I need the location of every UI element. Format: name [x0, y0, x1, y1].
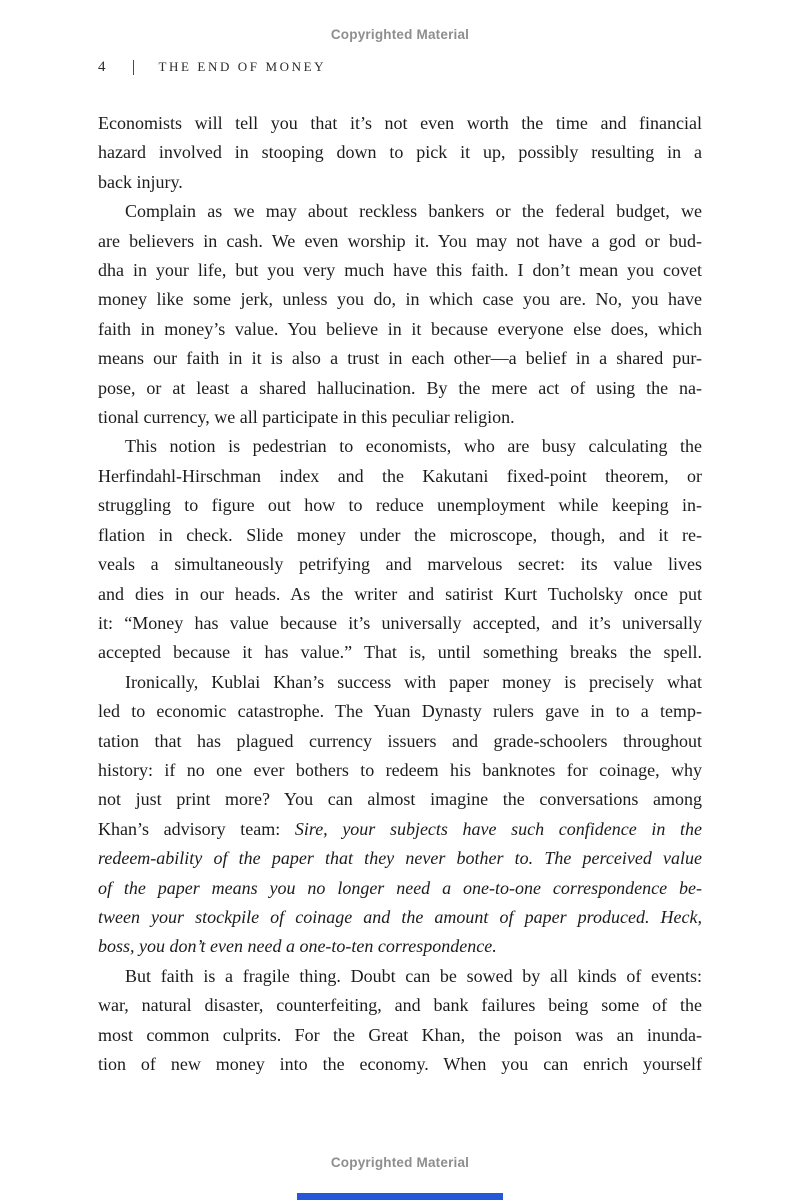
text-segment: pose, or at least a shared hallucination. By the mere act of using the na- — [98, 377, 702, 398]
text-line — [98, 844, 702, 873]
text-segment: back injury. — [98, 171, 183, 192]
text-segment: history: if no one ever bothers to redeem his banknotes for coinage, why — [98, 759, 702, 780]
paragraph — [98, 197, 702, 432]
text-segment: tional currency, we all participate in this peculiar religion. — [98, 407, 515, 428]
text-line — [98, 227, 702, 256]
text-segment: Ironically, Kublai Khan’s success with paper money is precisely what — [125, 671, 702, 692]
text-line — [98, 521, 702, 550]
text-segment: accepted because it has value.” That is, until something breaks the spell. — [98, 642, 702, 663]
text-line — [98, 580, 702, 609]
text-segment: flation in check. Slide money under the microscope, though, and it re- — [98, 524, 702, 545]
text-segment: means our faith in it is also a trust in each other—a belief in a shared pur- — [98, 348, 702, 369]
text-line — [98, 727, 702, 756]
text-segment: tion of new money into the economy. When you can enrich yourself — [98, 1054, 702, 1074]
text-segment: war, natural disaster, counterfeiting, and bank failures being some of the — [98, 995, 702, 1016]
text-segment: hazard involved in stooping down to pick it up, possibly resulting in a — [98, 142, 702, 163]
italic-text-segment: boss, you don’t even need a one-to-ten correspondence. — [98, 936, 497, 957]
running-title: THE END OF MONEY — [158, 59, 327, 74]
body-text — [98, 109, 702, 1079]
text-line — [98, 462, 702, 491]
text-line — [98, 1021, 702, 1050]
text-line — [98, 197, 702, 226]
text-line — [98, 432, 702, 461]
text-line — [98, 609, 702, 638]
page-number: 4 — [98, 59, 106, 75]
text-segment: struggling to figure out how to reduce unemployment while keeping in- — [98, 495, 702, 516]
text-line — [98, 874, 702, 903]
text-line — [98, 638, 702, 667]
text-segment: dha in your life, but you very much have this faith. I don’t mean you covet — [98, 260, 702, 281]
text-line — [98, 668, 702, 697]
text-segment: not just print more? You can almost imagine the conversations among — [98, 789, 702, 810]
page-progress-bar — [297, 1193, 503, 1200]
text-line — [98, 256, 702, 285]
text-line — [98, 138, 702, 167]
text-line — [98, 109, 702, 138]
paragraph — [98, 432, 702, 667]
text-line — [98, 344, 702, 373]
italic-text-segment: of the paper means you no longer need a one-to-one correspondence be- — [98, 877, 702, 898]
text-segment: most common culprits. For the Great Khan, the poison was an inunda- — [98, 1024, 702, 1045]
italic-text-segment: Sire, your subjects have such confidence in the — [294, 818, 703, 839]
text-segment: it: “Money has value because it’s universally accepted, and it’s universally — [98, 612, 702, 633]
text-line — [98, 285, 702, 314]
text-segment: are believers in cash. We even worship it. You may not have a god or bud- — [98, 230, 702, 251]
paragraph — [98, 962, 702, 1080]
header-divider — [133, 60, 134, 75]
paragraph — [98, 109, 702, 197]
text-line — [98, 962, 702, 991]
text-segment: This notion is pedestrian to economists, who are busy calculating the — [125, 436, 702, 457]
text-line — [98, 932, 702, 961]
text-segment: and dies in our heads. As the writer and satirist Kurt Tucholsky once put — [98, 583, 702, 604]
text-segment: faith in money’s value. You believe in it because everyone else does, which — [98, 318, 702, 339]
text-segment: Herfindahl-Hirschman index and the Kakutani fixed-point theorem, or — [98, 465, 702, 486]
text-line — [98, 168, 702, 197]
text-segment: Economists will tell you that it’s not even worth the time and financial — [98, 113, 702, 133]
italic-text-segment: tween your stockpile of coinage and the amount of paper produced. Heck, — [98, 906, 702, 927]
text-line — [98, 491, 702, 520]
italic-text-segment: redeem-ability of the paper that they never bother to. The perceived value — [98, 848, 702, 869]
text-segment: money like some jerk, unless you do, in which case you are. No, you have — [98, 289, 702, 310]
text-segment: led to economic catastrophe. The Yuan Dynasty rulers gave in to a temp- — [98, 701, 702, 722]
text-segment: veals a simultaneously petrifying and marvelous secret: its value lives — [98, 554, 702, 575]
running-header — [98, 59, 326, 75]
text-segment: Complain as we may about reckless bankers or the federal budget, we — [125, 201, 702, 222]
text-line — [98, 1050, 702, 1079]
copyright-notice-bottom: Copyrighted Material — [330, 1155, 470, 1170]
text-line — [98, 374, 702, 403]
text-segment: Khan’s advisory team: — [98, 818, 295, 839]
text-line — [98, 697, 702, 726]
text-segment: But faith is a fragile thing. Doubt can be sowed by all kinds of events: — [125, 965, 702, 986]
paragraph — [98, 668, 702, 962]
text-line — [98, 550, 702, 579]
text-line — [98, 785, 702, 814]
text-segment: tation that has plagued currency issuers and grade-schoolers throughout — [98, 730, 702, 751]
text-line — [98, 756, 702, 785]
text-line — [98, 903, 702, 932]
text-line — [98, 315, 702, 344]
copyright-notice-top: Copyrighted Material — [330, 27, 470, 42]
text-line — [98, 403, 702, 432]
text-line — [98, 991, 702, 1020]
text-line — [98, 815, 702, 844]
